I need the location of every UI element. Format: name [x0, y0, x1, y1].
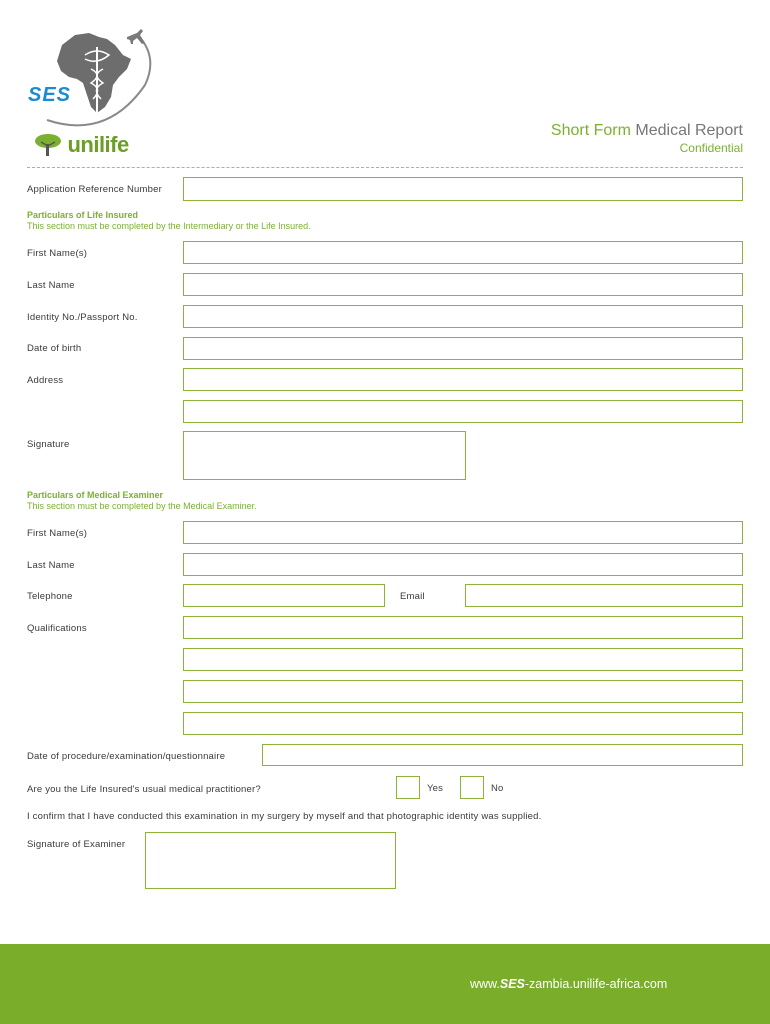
- no-label: No: [491, 783, 504, 794]
- footer-url-suffix: -zambia.unilife-africa.com: [524, 977, 668, 991]
- tree-icon: [33, 132, 63, 158]
- examiner-email-label: Email: [400, 591, 425, 602]
- unilife-logo: [33, 132, 129, 158]
- confirmation-text: I confirm that I have conducted this examination in my surgery by myself and that photographic identity was supplied.: [27, 811, 542, 822]
- insured-last-name-input[interactable]: [183, 273, 743, 296]
- examiner-section-note: This section must be completed by the Medical Examiner.: [27, 501, 257, 511]
- qualifications-input-line1[interactable]: [183, 616, 743, 639]
- yes-label: Yes: [427, 783, 444, 794]
- title-part1: Short Form: [550, 122, 631, 139]
- examiner-qualifications-label: Qualifications: [27, 623, 87, 634]
- insured-address-label: Address: [27, 375, 64, 386]
- insured-id-label: Identity No./Passport No.: [27, 312, 138, 323]
- footer-url-ses: SES: [499, 977, 525, 991]
- insured-first-name-input[interactable]: [183, 241, 743, 264]
- examiner-signature-label: Signature of Examiner: [27, 839, 126, 850]
- insured-id-input[interactable]: [183, 305, 743, 328]
- examiner-first-name-label: First Name(s): [27, 528, 88, 539]
- app-ref-label: Application Reference Number: [27, 184, 162, 195]
- examiner-email-input[interactable]: [465, 584, 743, 607]
- insured-address-input-line2[interactable]: [183, 400, 743, 423]
- usual-practitioner-question: Are you the Life Insured's usual medical practitioner?: [27, 784, 261, 795]
- yes-checkbox[interactable]: [396, 776, 420, 799]
- unilife-wordmark: unilife: [67, 132, 129, 157]
- procedure-date-input[interactable]: [262, 744, 743, 766]
- insured-first-name-label: First Name(s): [27, 248, 88, 259]
- footer-url-prefix: www.: [470, 977, 500, 991]
- page-title: [551, 122, 743, 140]
- header-divider: [27, 167, 743, 168]
- no-checkbox[interactable]: [460, 776, 484, 799]
- page-subtitle: Confidential: [679, 141, 743, 155]
- life-insured-section-title: Particulars of Life Insured: [27, 210, 139, 220]
- insured-last-name-label: Last Name: [27, 280, 75, 291]
- qualifications-input-line3[interactable]: [183, 680, 743, 703]
- insured-signature-box[interactable]: [183, 431, 466, 480]
- examiner-last-name-input[interactable]: [183, 553, 743, 576]
- procedure-date-label: Date of procedure/examination/questionnaire: [27, 751, 226, 762]
- ses-logo: [27, 25, 157, 130]
- app-ref-input[interactable]: [183, 177, 743, 201]
- examiner-telephone-input[interactable]: [183, 584, 385, 607]
- insured-dob-label: Date of birth: [27, 343, 82, 354]
- insured-signature-label: Signature: [27, 439, 70, 450]
- title-part2: Medical Report: [635, 122, 743, 139]
- insured-address-input-line1[interactable]: [183, 368, 743, 391]
- footer-website-link[interactable]: [470, 977, 667, 991]
- examiner-telephone-label: Telephone: [27, 591, 73, 602]
- examiner-section-title: Particulars of Medical Examiner: [27, 490, 164, 500]
- life-insured-section-note: This section must be completed by the Intermediary or the Life Insured.: [27, 221, 311, 231]
- examiner-signature-box[interactable]: [145, 832, 396, 889]
- qualifications-input-line4[interactable]: [183, 712, 743, 735]
- examiner-first-name-input[interactable]: [183, 521, 743, 544]
- qualifications-input-line2[interactable]: [183, 648, 743, 671]
- ses-wordmark: SES: [28, 84, 72, 106]
- africa-caduceus-icon: [27, 25, 157, 130]
- footer-bar: [0, 944, 770, 1024]
- examiner-last-name-label: Last Name: [27, 560, 75, 571]
- insured-dob-input[interactable]: [183, 337, 743, 360]
